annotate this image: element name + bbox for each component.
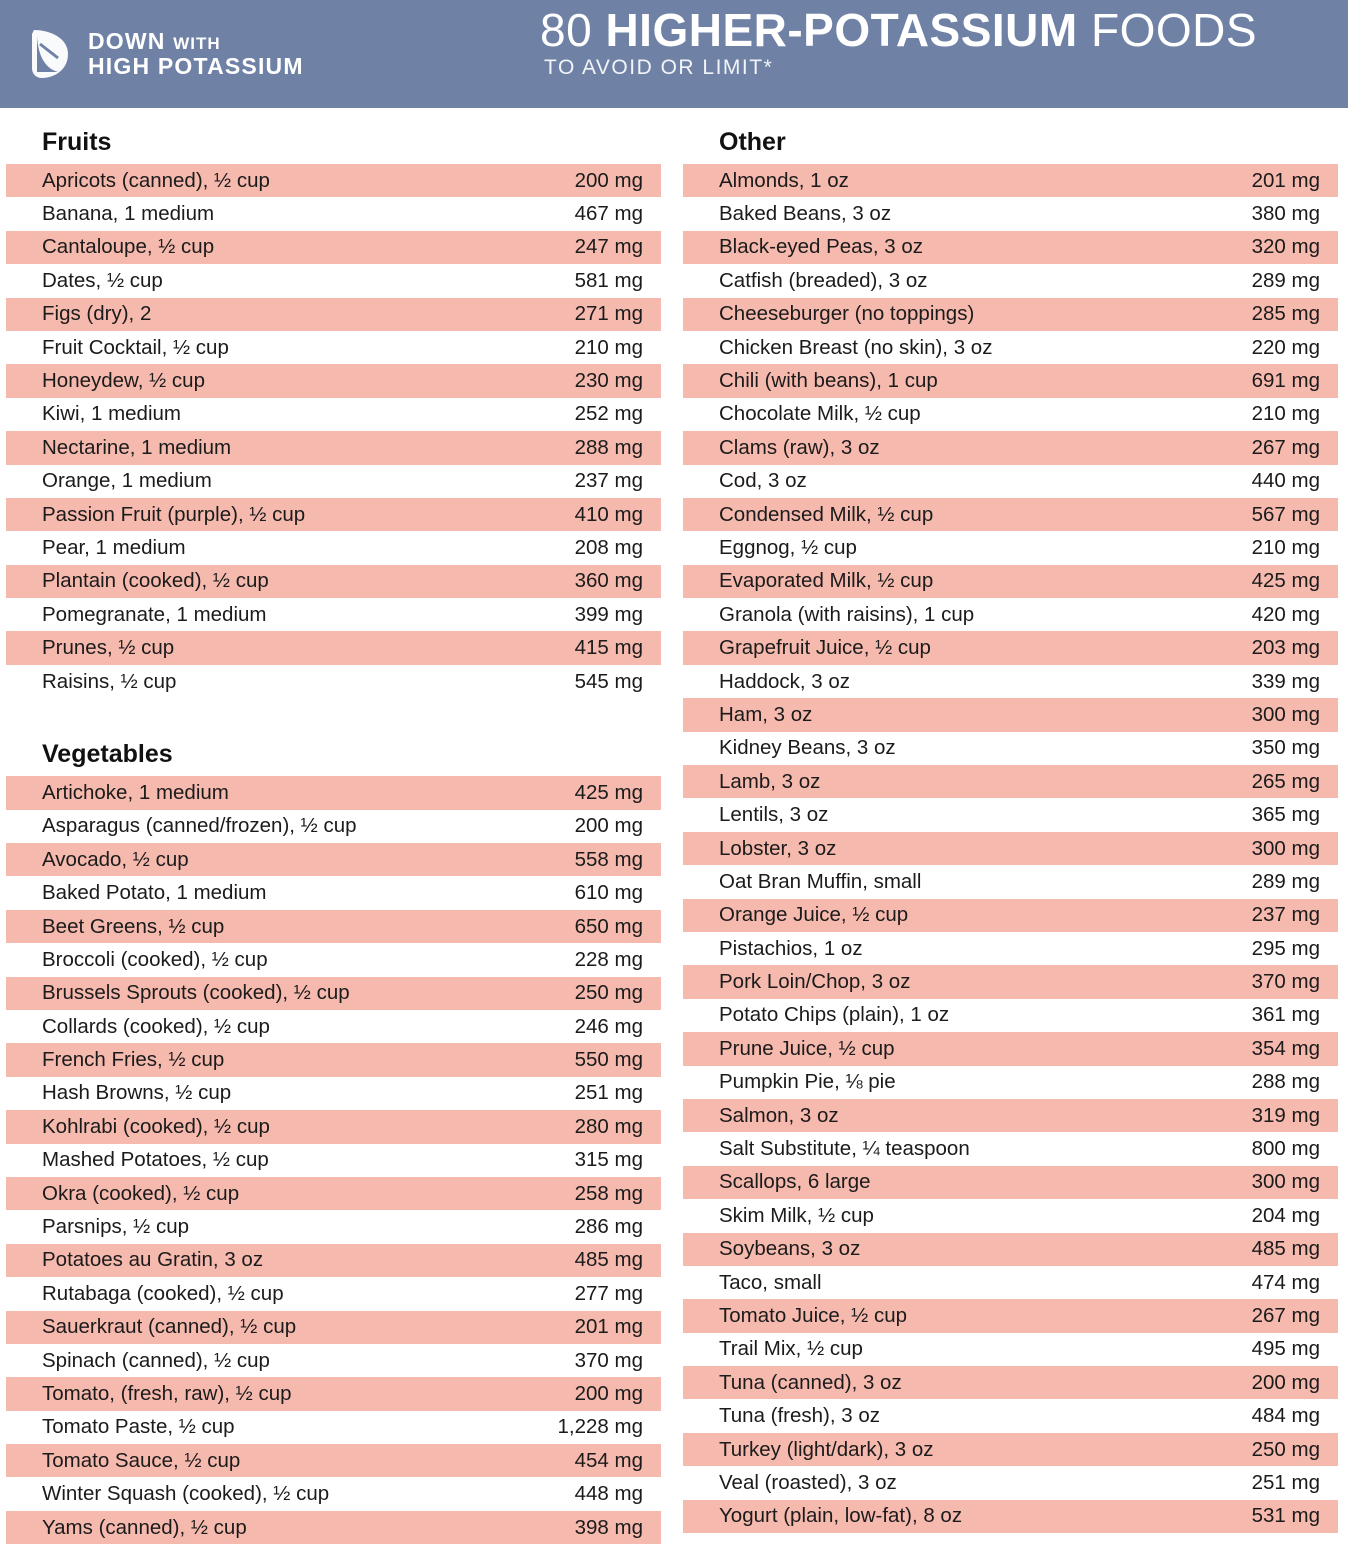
table-row <box>683 1333 1338 1366</box>
table-row <box>6 977 661 1010</box>
table-row <box>6 1444 661 1477</box>
table-row <box>683 832 1338 865</box>
food-name: Honeydew, ½ cup <box>42 369 205 393</box>
potassium-amount: 200 mg <box>574 814 643 838</box>
potassium-amount: 251 mg <box>1251 1470 1320 1494</box>
table-row <box>683 565 1338 598</box>
food-name: Orange, 1 medium <box>42 469 212 493</box>
right-column <box>683 122 1338 1544</box>
table-row <box>683 598 1338 631</box>
food-name: Brussels Sprouts (cooked), ½ cup <box>42 981 350 1005</box>
table-row <box>6 843 661 876</box>
food-name: Spinach (canned), ½ cup <box>42 1348 270 1372</box>
food-name: Trail Mix, ½ cup <box>719 1337 863 1361</box>
food-name: Veal (roasted), 3 oz <box>719 1470 897 1494</box>
table-row <box>683 1433 1338 1466</box>
table-row <box>6 531 661 564</box>
food-name: Skim Milk, ½ cup <box>719 1203 874 1227</box>
potassium-amount: 200 mg <box>1251 1370 1320 1394</box>
food-name: Winter Squash (cooked), ½ cup <box>42 1482 330 1506</box>
food-name: Black-eyed Peas, 3 oz <box>719 235 923 259</box>
table-row <box>683 1500 1338 1533</box>
food-name: Collards (cooked), ½ cup <box>42 1014 270 1038</box>
potassium-amount: 691 mg <box>1251 369 1320 393</box>
food-name: Tuna (canned), 3 oz <box>719 1370 902 1394</box>
potassium-amount: 545 mg <box>574 669 643 693</box>
potassium-amount: 410 mg <box>574 502 643 526</box>
table-row <box>683 531 1338 564</box>
table-row <box>683 1233 1338 1266</box>
left-column <box>6 122 661 1544</box>
table-row <box>683 665 1338 698</box>
food-name: Almonds, 1 oz <box>719 168 849 192</box>
potassium-amount: 250 mg <box>1251 1437 1320 1461</box>
potassium-amount: 440 mg <box>1251 469 1320 493</box>
food-name: Grapefruit Juice, ½ cup <box>719 636 931 660</box>
potassium-amount: 201 mg <box>1251 168 1320 192</box>
potassium-amount: 280 mg <box>574 1114 643 1138</box>
potassium-amount: 285 mg <box>1251 302 1320 326</box>
food-name: Pear, 1 medium <box>42 535 186 559</box>
food-name: Baked Potato, 1 medium <box>42 881 267 905</box>
potassium-amount: 415 mg <box>574 636 643 660</box>
food-name: Parsnips, ½ cup <box>42 1215 189 1239</box>
potassium-amount: 485 mg <box>574 1248 643 1272</box>
potassium-amount: 271 mg <box>574 302 643 326</box>
potassium-amount: 258 mg <box>574 1181 643 1205</box>
food-name: Asparagus (canned/frozen), ½ cup <box>42 814 357 838</box>
food-name: Lamb, 3 oz <box>719 769 821 793</box>
potassium-amount: 425 mg <box>574 780 643 804</box>
potassium-amount: 204 mg <box>1251 1203 1320 1227</box>
table-row <box>683 899 1338 932</box>
table-row <box>6 264 661 297</box>
food-name: Pork Loin/Chop, 3 oz <box>719 970 911 994</box>
food-name: Beet Greens, ½ cup <box>42 914 225 938</box>
potassium-amount: 265 mg <box>1251 769 1320 793</box>
table-row <box>6 197 661 230</box>
food-name: Salt Substitute, ¼ teaspoon <box>719 1137 970 1161</box>
food-name: Tomato Juice, ½ cup <box>719 1303 908 1327</box>
table-row <box>683 1399 1338 1432</box>
food-name: Evaporated Milk, ½ cup <box>719 569 934 593</box>
potassium-amount: 420 mg <box>1251 602 1320 626</box>
table-row <box>683 364 1338 397</box>
food-name: Eggnog, ½ cup <box>719 535 857 559</box>
potassium-amount: 485 mg <box>1251 1237 1320 1261</box>
table-row <box>6 665 661 698</box>
potassium-amount: 398 mg <box>574 1515 643 1539</box>
table-row <box>6 1244 661 1277</box>
potassium-amount: 558 mg <box>574 847 643 871</box>
food-name: Pomegranate, 1 medium <box>42 602 267 626</box>
potassium-amount: 251 mg <box>574 1081 643 1105</box>
table-row <box>6 498 661 531</box>
table-row <box>6 1177 661 1210</box>
table-row <box>6 1010 661 1043</box>
brand-line-2: HIGH POTASSIUM <box>88 53 304 79</box>
table-row <box>6 1043 661 1076</box>
table-row <box>6 231 661 264</box>
potassium-amount: 550 mg <box>574 1048 643 1072</box>
food-name: Tomato Paste, ½ cup <box>42 1415 235 1439</box>
table-row <box>6 1110 661 1143</box>
table-row <box>6 1377 661 1410</box>
table-row <box>683 932 1338 965</box>
food-name: Condensed Milk, ½ cup <box>719 502 934 526</box>
potassium-amount: 210 mg <box>1251 402 1320 426</box>
title-tail: FOODS <box>1091 4 1258 56</box>
table-row <box>683 498 1338 531</box>
food-name: Oat Bran Muffin, small <box>719 869 922 893</box>
page-header <box>0 0 1348 108</box>
food-name: Avocado, ½ cup <box>42 847 189 871</box>
potassium-amount: 650 mg <box>574 914 643 938</box>
table-row <box>683 1299 1338 1332</box>
title-emphasis: HIGHER-POTASSIUM <box>605 4 1078 56</box>
potassium-amount: 237 mg <box>574 469 643 493</box>
potassium-amount: 289 mg <box>1251 268 1320 292</box>
vegetables-table <box>6 776 661 1544</box>
food-name: Turkey (light/dark), 3 oz <box>719 1437 934 1461</box>
potassium-amount: 228 mg <box>574 947 643 971</box>
section-heading-other: Other <box>719 128 786 156</box>
food-name: Cantaloupe, ½ cup <box>42 235 215 259</box>
potassium-amount: 200 mg <box>574 168 643 192</box>
potassium-amount: 320 mg <box>1251 235 1320 259</box>
table-row <box>683 1099 1338 1132</box>
food-name: Fruit Cocktail, ½ cup <box>42 335 229 359</box>
food-name: Tomato, (fresh, raw), ½ cup <box>42 1381 292 1405</box>
potassium-amount: 495 mg <box>1251 1337 1320 1361</box>
potassium-amount: 370 mg <box>574 1348 643 1372</box>
potassium-amount: 288 mg <box>574 435 643 459</box>
potassium-amount: 531 mg <box>1251 1504 1320 1528</box>
table-row <box>683 164 1338 197</box>
title-count: 80 <box>540 4 593 56</box>
food-name: Taco, small <box>719 1270 822 1294</box>
table-row <box>6 364 661 397</box>
table-row <box>6 1344 661 1377</box>
food-name: Mashed Potatoes, ½ cup <box>42 1148 269 1172</box>
potassium-amount: 354 mg <box>1251 1036 1320 1060</box>
fruits-table <box>6 164 661 698</box>
food-name: Okra (cooked), ½ cup <box>42 1181 240 1205</box>
table-row <box>683 1032 1338 1065</box>
potassium-amount: 339 mg <box>1251 669 1320 693</box>
potassium-amount: 610 mg <box>574 881 643 905</box>
potassium-amount: 350 mg <box>1251 736 1320 760</box>
potassium-amount: 484 mg <box>1251 1404 1320 1428</box>
potassium-amount: 454 mg <box>574 1448 643 1472</box>
potassium-amount: 230 mg <box>574 369 643 393</box>
food-name: Baked Beans, 3 oz <box>719 202 892 226</box>
potassium-amount: 361 mg <box>1251 1003 1320 1027</box>
potassium-amount: 300 mg <box>1251 836 1320 860</box>
food-name: Cheeseburger (no toppings) <box>719 302 975 326</box>
table-row <box>683 264 1338 297</box>
potassium-amount: 288 mg <box>1251 1070 1320 1094</box>
food-name: Broccoli (cooked), ½ cup <box>42 947 268 971</box>
potassium-amount: 315 mg <box>574 1148 643 1172</box>
food-lists <box>0 108 1348 1544</box>
table-row <box>6 431 661 464</box>
food-name: Lentils, 3 oz <box>719 803 829 827</box>
potassium-amount: 295 mg <box>1251 936 1320 960</box>
table-row <box>6 164 661 197</box>
table-row <box>683 431 1338 464</box>
potassium-amount: 277 mg <box>574 1281 643 1305</box>
potassium-amount: 210 mg <box>1251 535 1320 559</box>
page-title <box>540 6 1257 80</box>
food-name: Salmon, 3 oz <box>719 1103 839 1127</box>
table-row <box>683 1266 1338 1299</box>
potassium-amount: 467 mg <box>574 202 643 226</box>
kidney-icon <box>28 28 74 80</box>
potassium-amount: 370 mg <box>1251 970 1320 994</box>
potassium-amount: 581 mg <box>574 268 643 292</box>
food-name: Potato Chips (plain), 1 oz <box>719 1003 950 1027</box>
brand-with: WITH <box>173 34 221 54</box>
potassium-amount: 267 mg <box>1251 1303 1320 1327</box>
potassium-amount: 286 mg <box>574 1215 643 1239</box>
potassium-amount: 365 mg <box>1251 803 1320 827</box>
table-row <box>683 1166 1338 1199</box>
page-subtitle: TO AVOID OR LIMIT* <box>544 56 774 80</box>
food-name: Figs (dry), 2 <box>42 302 152 326</box>
food-name: Sauerkraut (canned), ½ cup <box>42 1315 297 1339</box>
food-name: Artichoke, 1 medium <box>42 780 229 804</box>
food-name: Scallops, 6 large <box>719 1170 871 1194</box>
food-name: Granola (with raisins), 1 cup <box>719 602 975 626</box>
table-row <box>6 1277 661 1310</box>
table-row <box>6 1511 661 1544</box>
potassium-amount: 210 mg <box>574 335 643 359</box>
food-name: Clams (raw), 3 oz <box>719 435 880 459</box>
food-name: Cod, 3 oz <box>719 469 807 493</box>
potassium-amount: 252 mg <box>574 402 643 426</box>
brand-logo <box>28 28 408 80</box>
food-name: Kohlrabi (cooked), ½ cup <box>42 1114 270 1138</box>
potassium-amount: 1,228 mg <box>557 1415 643 1439</box>
food-name: Passion Fruit (purple), ½ cup <box>42 502 306 526</box>
table-row <box>683 331 1338 364</box>
table-row <box>683 965 1338 998</box>
table-row <box>683 465 1338 498</box>
brand-line-1: DOWN <box>88 28 166 55</box>
food-name: Nectarine, 1 medium <box>42 435 232 459</box>
food-name: Lobster, 3 oz <box>719 836 837 860</box>
table-row <box>6 298 661 331</box>
table-row <box>6 465 661 498</box>
food-name: Prune Juice, ½ cup <box>719 1036 895 1060</box>
food-name: Soybeans, 3 oz <box>719 1237 861 1261</box>
table-row <box>6 1477 661 1510</box>
food-name: Dates, ½ cup <box>42 268 163 292</box>
table-row <box>6 598 661 631</box>
table-row <box>6 776 661 809</box>
food-name: Pumpkin Pie, ⅛ pie <box>719 1070 896 1094</box>
food-name: Hash Browns, ½ cup <box>42 1081 232 1105</box>
potassium-amount: 360 mg <box>574 569 643 593</box>
table-row <box>6 1077 661 1110</box>
table-row <box>683 865 1338 898</box>
potassium-amount: 300 mg <box>1251 702 1320 726</box>
table-row <box>683 1199 1338 1232</box>
table-row <box>683 1132 1338 1165</box>
other-table <box>683 164 1338 1533</box>
food-name: Raisins, ½ cup <box>42 669 177 693</box>
table-row <box>683 398 1338 431</box>
table-row <box>6 565 661 598</box>
table-row <box>683 765 1338 798</box>
potassium-amount: 200 mg <box>574 1381 643 1405</box>
table-row <box>683 698 1338 731</box>
table-row <box>6 876 661 909</box>
potassium-amount: 800 mg <box>1251 1137 1320 1161</box>
table-row <box>683 1366 1338 1399</box>
food-name: Chocolate Milk, ½ cup <box>719 402 921 426</box>
table-row <box>6 943 661 976</box>
potassium-amount: 474 mg <box>1251 1270 1320 1294</box>
food-name: Ham, 3 oz <box>719 702 813 726</box>
potassium-amount: 425 mg <box>1251 569 1320 593</box>
food-name: Haddock, 3 oz <box>719 669 851 693</box>
table-row <box>683 798 1338 831</box>
table-row <box>6 810 661 843</box>
table-row <box>6 1311 661 1344</box>
potassium-amount: 267 mg <box>1251 435 1320 459</box>
table-row <box>6 1144 661 1177</box>
food-name: Yogurt (plain, low-fat), 8 oz <box>719 1504 963 1528</box>
food-name: Kiwi, 1 medium <box>42 402 181 426</box>
table-row <box>683 1066 1338 1099</box>
food-name: Orange Juice, ½ cup <box>719 903 909 927</box>
potassium-amount: 208 mg <box>574 535 643 559</box>
table-row <box>6 331 661 364</box>
food-name: Plantain (cooked), ½ cup <box>42 569 269 593</box>
table-row <box>683 732 1338 765</box>
food-name: Banana, 1 medium <box>42 202 215 226</box>
table-row <box>683 231 1338 264</box>
food-name: Kidney Beans, 3 oz <box>719 736 896 760</box>
potassium-amount: 203 mg <box>1251 636 1320 660</box>
potassium-amount: 289 mg <box>1251 869 1320 893</box>
food-name: Rutabaga (cooked), ½ cup <box>42 1281 284 1305</box>
table-row <box>683 631 1338 664</box>
food-name: Tomato Sauce, ½ cup <box>42 1448 241 1472</box>
food-name: Tuna (fresh), 3 oz <box>719 1404 881 1428</box>
food-name: Yams (canned), ½ cup <box>42 1515 247 1539</box>
table-row <box>683 1466 1338 1499</box>
table-row <box>6 631 661 664</box>
table-row <box>6 1210 661 1243</box>
potassium-amount: 201 mg <box>574 1315 643 1339</box>
potassium-amount: 567 mg <box>1251 502 1320 526</box>
table-row <box>683 999 1338 1032</box>
table-row <box>6 1411 661 1444</box>
potassium-amount: 250 mg <box>574 981 643 1005</box>
food-name: Potatoes au Gratin, 3 oz <box>42 1248 264 1272</box>
food-name: Prunes, ½ cup <box>42 636 175 660</box>
potassium-amount: 300 mg <box>1251 1170 1320 1194</box>
food-name: Chicken Breast (no skin), 3 oz <box>719 335 993 359</box>
food-name: Pistachios, 1 oz <box>719 936 863 960</box>
section-heading-vegetables: Vegetables <box>42 740 173 769</box>
table-row <box>683 298 1338 331</box>
table-row <box>683 197 1338 230</box>
food-name: Chili (with beans), 1 cup <box>719 369 938 393</box>
potassium-amount: 247 mg <box>574 235 643 259</box>
food-name: Catfish (breaded), 3 oz <box>719 268 928 292</box>
table-row <box>6 398 661 431</box>
potassium-amount: 246 mg <box>574 1014 643 1038</box>
potassium-amount: 399 mg <box>574 602 643 626</box>
section-heading-fruits: Fruits <box>42 128 112 156</box>
food-name: French Fries, ½ cup <box>42 1048 225 1072</box>
potassium-amount: 220 mg <box>1251 335 1320 359</box>
potassium-amount: 448 mg <box>574 1482 643 1506</box>
potassium-amount: 380 mg <box>1251 202 1320 226</box>
food-name: Apricots (canned), ½ cup <box>42 168 270 192</box>
potassium-amount: 237 mg <box>1251 903 1320 927</box>
potassium-amount: 319 mg <box>1251 1103 1320 1127</box>
table-row <box>6 910 661 943</box>
